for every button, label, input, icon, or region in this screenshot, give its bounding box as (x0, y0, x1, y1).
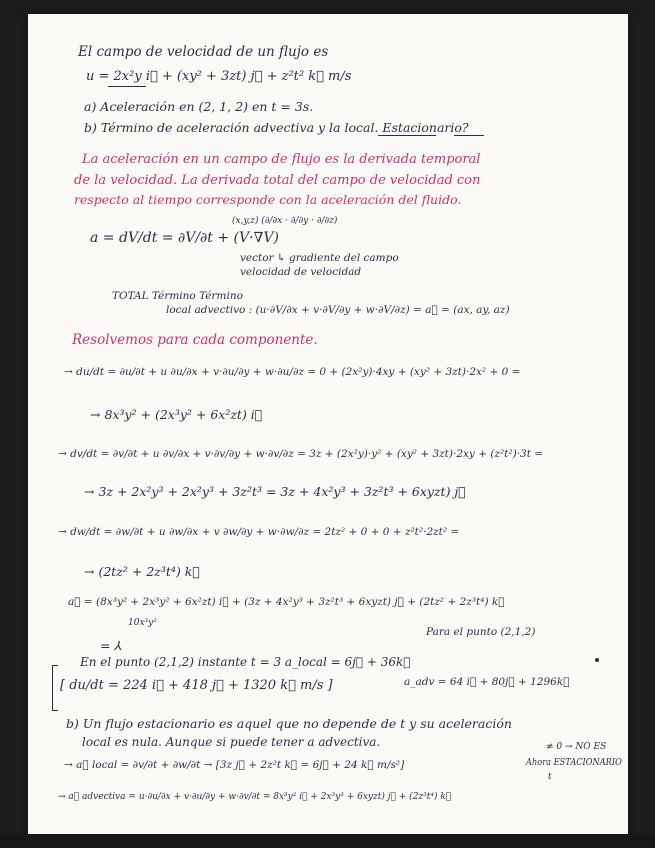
underline-2 (378, 135, 436, 136)
simplified-term-note: 10x³y² (128, 618, 157, 628)
vector-annotation: vector ↳ gradiente del campo (240, 252, 399, 264)
handwritten-page (28, 14, 628, 840)
not-zero-note: ≠ 0 → NO ES (546, 742, 607, 752)
question-a: a) Aceleración en (2, 1, 2) en t = 3s. (84, 99, 314, 114)
advective-acceleration-expression: → a⃗ advectiva = u·∂u/∂x + v·∂u/∂y + w·∂v/∂t = 8x³y² i⃗ + 2x³y³ + 6xyzt) j⃗ + (2z³t⁴) k⃗ (58, 792, 452, 802)
section-heading-components: Resolvemos para cada componente. (72, 332, 318, 348)
underline-1 (108, 86, 146, 87)
dw-dt-result: → (2tz² + 2z³t⁴) k⃗ (84, 564, 200, 579)
binder-shadow (0, 834, 655, 848)
advective-acceleration-value: a_adv = 64 i⃗ + 80j⃗ + 1296k⃗ (404, 676, 570, 688)
term-labels-top: TOTAL Término Término (112, 290, 243, 302)
dw-dt-expansion: → dw/dt = ∂w/∂t + u ∂w/∂x + v ∂w/∂y + w·∂w/∂z = 2tz² + 0 + 0 + z²t²·2zt² = (58, 526, 460, 538)
question-b: b) Término de aceleración advectiva y la local. Estacionario? (84, 120, 469, 135)
explanation-line-3: respecto al tiempo corresponde con la aceleración del fluido. (74, 192, 462, 207)
dv-dt-expansion: → dv/dt = ∂v/∂t + u ∂v/∂x + v·∂v/∂y + w·∂v/∂z = 3z + (2x²y)·y² + (xy² + 3zt)·2xy + (z²t²)·3t = (58, 448, 544, 460)
bullet-dot (595, 658, 599, 662)
problem-statement-line-1: El campo de velocidad de un flujo es (78, 44, 329, 60)
part-b-line-2: local es nula. Aunque si puede tener a advectiva. (82, 735, 381, 749)
equals-mark: = ⅄ (100, 638, 123, 653)
acceleration-definition: a = dV/dt = ∂V/∂t + (V·∇V) (90, 230, 279, 246)
velocity-field-equation: u = 2x²y i⃗ + (xy² + 3zt) j⃗ + z²t² k⃗ m/s (86, 69, 352, 84)
not-stationary-note: Ahora ESTACIONARIO (526, 758, 622, 768)
result-bracket (52, 665, 58, 711)
advective-term-expansion: local advectivo : (u·∂V/∂x + v·∂V/∂y + w·∂V/∂z) = a⃗ = (ax, ay, az) (166, 304, 510, 316)
local-acceleration-expression: → a⃗ local = ∂v/∂t + ∂w/∂t → [3z j⃗ + 2z²t k⃗ = 6j⃗ + 24 k⃗ m/s²] (64, 759, 405, 771)
t-note: t (548, 772, 552, 782)
dv-dt-result: → 3z + 2x²y³ + 2x²y³ + 3z²t³ = 3z + 4x²y³ + 3z²t³ + 6xyzt) j⃗ (84, 484, 466, 499)
underline-3 (454, 135, 484, 136)
velocity-annotation: velocidad de velocidad (240, 266, 362, 278)
explanation-line-1: La aceleración en un campo de flujo es la derivada temporal (82, 152, 481, 167)
point-label: Para el punto (2,1,2) (426, 626, 536, 638)
explanation-line-2: de la velocidad. La derivada total del campo de velocidad con (74, 173, 481, 188)
du-dt-expansion: → du/dt = ∂u/∂t + u ∂u/∂x + v·∂u/∂y + w·∂u/∂z = 0 + (2x²y)·4xy + (xy² + 3zt)·2x² + 0 = (64, 366, 521, 378)
local-acceleration-at-point: En el punto (2,1,2) instante t = 3 a_local = 6j⃗ + 36k⃗ (80, 655, 411, 669)
total-acceleration-result: [ du/dt = 224 i⃗ + 418 j⃗ + 1320 k⃗ m/s ] (60, 678, 333, 693)
part-b-line-1: b) Un flujo estacionario es aquel que no depende de t y su aceleración (66, 716, 512, 731)
gradient-operator-note: (x,y,z) (∂/∂x · ∂/∂y · ∂/∂z) (232, 216, 338, 226)
du-dt-result: → 8x³y² + (2x³y² + 6x²zt) i⃗ (90, 407, 263, 422)
total-acceleration-vector: a⃗ = (8x³y² + 2x³y² + 6x²zt) i⃗ + (3z + 4x²y³ + 3z²t³ + 6xyzt) j⃗ + (2tz² + 2z³t⁴) k⃗ (68, 596, 505, 608)
